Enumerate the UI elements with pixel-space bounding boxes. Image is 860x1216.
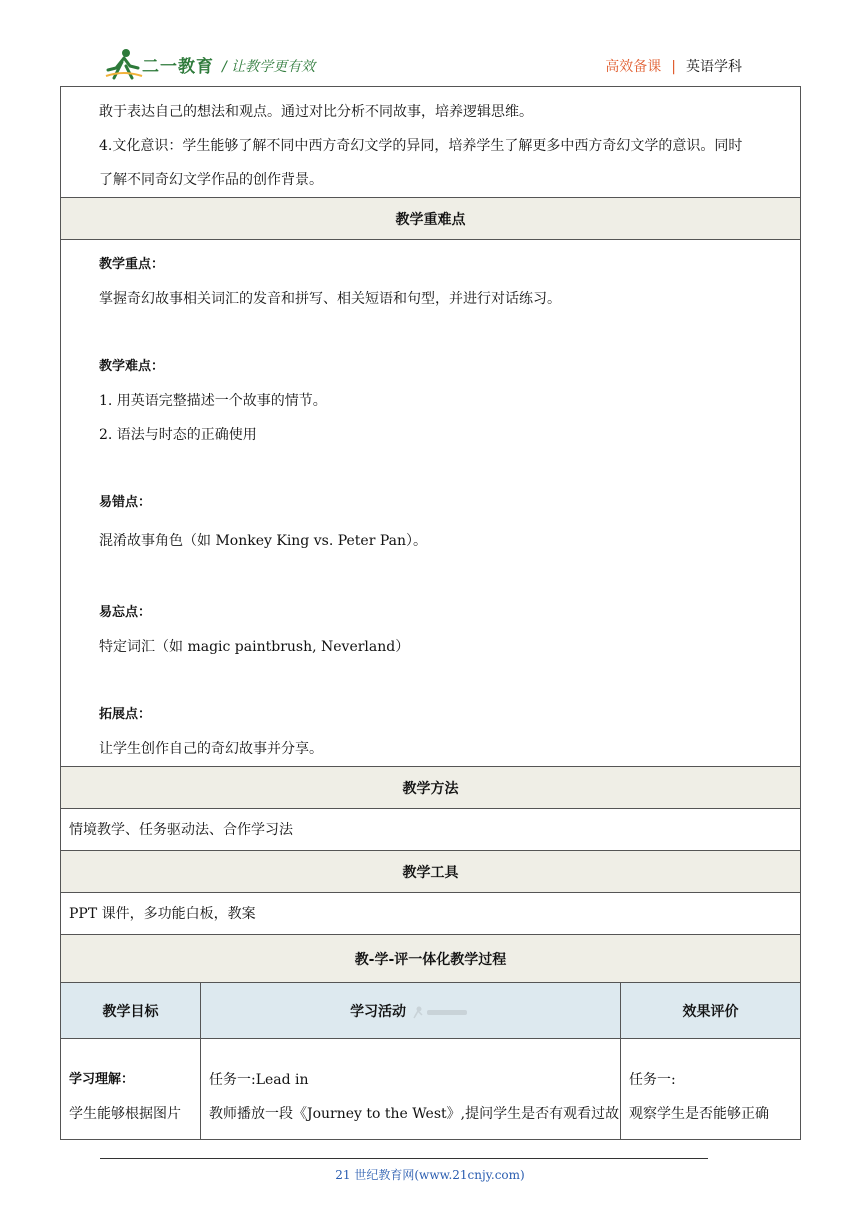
objectives-line-3: 了解不同奇幻文学作品的创作背景。 xyxy=(99,172,323,188)
goal-cell xyxy=(61,1039,201,1140)
focus-text: 掌握奇幻故事相关词汇的发音和拼写、相关短语和句型，并进行对话练习。 xyxy=(99,291,561,307)
method-row xyxy=(61,809,801,851)
error-label: 易错点： xyxy=(99,495,152,510)
process-header-row xyxy=(61,935,801,983)
eval-task: 任务一: xyxy=(629,1072,676,1088)
tools-title: 教学工具 xyxy=(61,851,801,893)
header-slogan: / 让教学更有效 xyxy=(222,59,316,75)
activity-cell xyxy=(201,1039,621,1140)
footer-link[interactable]: 21 世纪教育网(www.21cnjy.com) xyxy=(335,1168,525,1182)
extend-text: 让学生创作自己的奇幻故事并分享。 xyxy=(99,741,323,757)
tools-header-row xyxy=(61,851,801,893)
objectives-line-2: 4.文化意识：学生能够了解不同中西方奇幻文学的异同，培养学生了解更多中西方奇幻文学的意识。同时 xyxy=(99,138,743,154)
eval-text: 观察学生是否能够正确 xyxy=(629,1106,769,1122)
eval-cell xyxy=(621,1039,801,1140)
header-label: 高效备课 xyxy=(605,59,662,75)
column-activity xyxy=(201,983,621,1039)
goal-text: 学生能够根据图片 xyxy=(69,1106,181,1122)
header-separator: | xyxy=(671,59,676,75)
column-activity-label: 学习活动 xyxy=(350,1003,407,1020)
column-eval: 效果评价 xyxy=(621,983,801,1039)
header-right xyxy=(605,56,742,76)
lesson-plan-table xyxy=(60,86,801,1140)
page-header xyxy=(0,0,860,86)
focus-label: 教学重点： xyxy=(99,257,165,272)
extend-label: 拓展点： xyxy=(99,707,152,722)
activity-text: 教师播放一段《Journey to the West》,提问学生是否有观看过故 xyxy=(209,1106,620,1122)
method-header-row xyxy=(61,767,801,809)
difficult-item-1: 1. 用英语完整描述一个故事的情节。 xyxy=(99,393,327,409)
tools-row xyxy=(61,893,801,935)
method-title: 教学方法 xyxy=(61,767,801,809)
header-subject: 英语学科 xyxy=(686,59,742,75)
process-title: 教-学-评一体化教学过程 xyxy=(61,935,801,983)
key-points-header-row xyxy=(61,198,801,240)
forget-label: 易忘点： xyxy=(99,605,152,620)
objectives-line-1: 敢于表达自己的想法和观点。通过对比分析不同故事，培养逻辑思维。 xyxy=(99,104,533,120)
tools-text: PPT 课件，多功能白板，教案 xyxy=(69,905,256,922)
activity-task: 任务一:Lead in xyxy=(209,1072,309,1088)
goal-label: 学习理解： xyxy=(69,1072,135,1087)
method-text: 情境教学、任务驱动法、合作学习法 xyxy=(69,821,293,838)
logo-text: 二一教育 xyxy=(142,57,214,77)
process-row-1 xyxy=(61,1039,801,1140)
column-goal: 教学目标 xyxy=(61,983,201,1039)
watermark-logo-icon xyxy=(413,1005,471,1019)
footer-divider xyxy=(100,1158,708,1159)
objectives-continued-row xyxy=(61,87,801,198)
difficult-label: 教学难点： xyxy=(99,359,165,374)
process-column-headers xyxy=(61,983,801,1039)
key-points-row xyxy=(61,240,801,767)
difficult-item-2: 2. 语法与时态的正确使用 xyxy=(99,427,257,443)
error-text: 混淆故事角色（如 Monkey King vs. Peter Pan）。 xyxy=(99,533,428,549)
forget-text: 特定词汇（如 magic paintbrush, Neverland） xyxy=(99,639,410,655)
key-points-title: 教学重难点 xyxy=(61,198,801,240)
